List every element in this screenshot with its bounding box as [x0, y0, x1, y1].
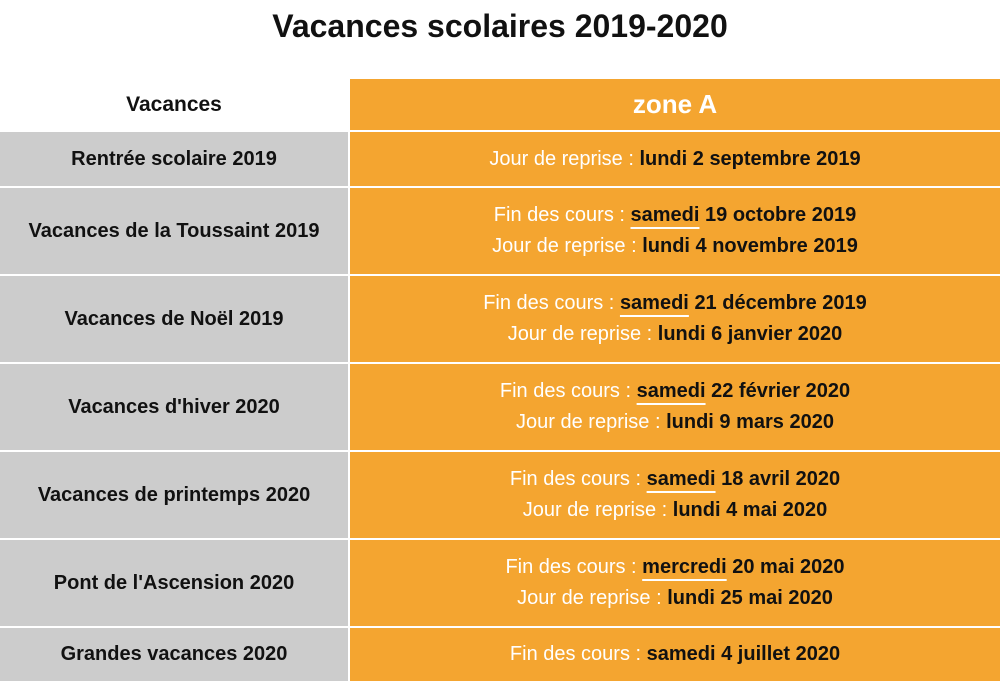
reprise-label: Jour de reprise : [517, 587, 662, 609]
reprise-value: lundi 6 janvier 2020 [657, 323, 843, 345]
table-row [0, 363, 1000, 451]
holidays-table [0, 79, 1000, 681]
reprise-value: lundi 2 septembre 2019 [639, 147, 861, 170]
row-name: Pont de l'Ascension 2020 [0, 539, 349, 627]
table-row [0, 539, 1000, 627]
header-vacances: Vacances [0, 79, 349, 131]
row-name: Rentrée scolaire 2019 [0, 131, 349, 187]
reprise-line [350, 495, 1000, 526]
fin-line [350, 376, 1000, 407]
table-header-row [0, 79, 1000, 131]
row-name: Grandes vacances 2020 [0, 627, 349, 681]
row-name: Vacances d'hiver 2020 [0, 363, 349, 451]
page-title: Vacances scolaires 2019-2020 [272, 8, 728, 44]
row-name: Vacances de printemps 2020 [0, 451, 349, 539]
fin-date: 18 avril 2020 [721, 468, 841, 490]
fin-date: 22 février 2020 [711, 380, 851, 402]
fin-line [350, 639, 1000, 670]
reprise-line [350, 583, 1000, 614]
reprise-label: Jour de reprise : [507, 323, 653, 345]
reprise-line [350, 407, 1000, 438]
row-dates [349, 187, 1000, 275]
reprise-line [350, 144, 1000, 175]
row-dates [349, 451, 1000, 539]
fin-date: 20 mai 2020 [732, 556, 845, 578]
fin-day-link[interactable]: samedi [636, 380, 706, 402]
fin-label: Fin des cours : [499, 380, 632, 402]
fin-line [350, 552, 1000, 583]
fin-line [350, 464, 1000, 495]
row-dates [349, 363, 1000, 451]
reprise-line [350, 319, 1000, 350]
table-row [0, 627, 1000, 681]
table-row [0, 131, 1000, 187]
reprise-label: Jour de reprise : [516, 411, 661, 433]
header-zone-a: zone A [349, 79, 1000, 131]
reprise-label: Jour de reprise : [492, 235, 637, 257]
row-name: Vacances de Noël 2019 [0, 275, 349, 363]
fin-label: Fin des cours : [509, 468, 642, 490]
reprise-line [350, 231, 1000, 262]
fin-date: 19 octobre 2019 [705, 204, 857, 226]
row-dates [349, 275, 1000, 363]
table-row [0, 187, 1000, 275]
fin-day-link[interactable]: samedi [619, 292, 689, 314]
fin-line [350, 200, 1000, 231]
table-row [0, 451, 1000, 539]
table-row [0, 275, 1000, 363]
fin-label: Fin des cours : [483, 292, 615, 314]
row-name: Vacances de la Toussaint 2019 [0, 187, 349, 275]
reprise-label: Jour de reprise : [522, 499, 668, 521]
fin-day-link[interactable]: mercredi [642, 556, 727, 578]
fin-label: Fin des cours : [509, 643, 642, 665]
reprise-label: Jour de reprise : [489, 147, 634, 170]
fin-value: samedi 4 juillet 2020 [646, 643, 841, 665]
reprise-value: lundi 4 mai 2020 [672, 499, 828, 521]
row-dates [349, 539, 1000, 627]
reprise-value: lundi 9 mars 2020 [666, 411, 834, 433]
row-dates [349, 131, 1000, 187]
fin-line [350, 288, 1000, 319]
fin-day-link[interactable]: samedi [646, 468, 716, 490]
fin-date: 21 décembre 2019 [694, 292, 867, 314]
fin-day-link[interactable]: samedi [630, 204, 700, 226]
fin-label: Fin des cours : [505, 556, 637, 578]
row-dates [349, 627, 1000, 681]
fin-label: Fin des cours : [493, 204, 625, 226]
reprise-value: lundi 25 mai 2020 [667, 587, 833, 609]
reprise-value: lundi 4 novembre 2019 [642, 235, 858, 257]
